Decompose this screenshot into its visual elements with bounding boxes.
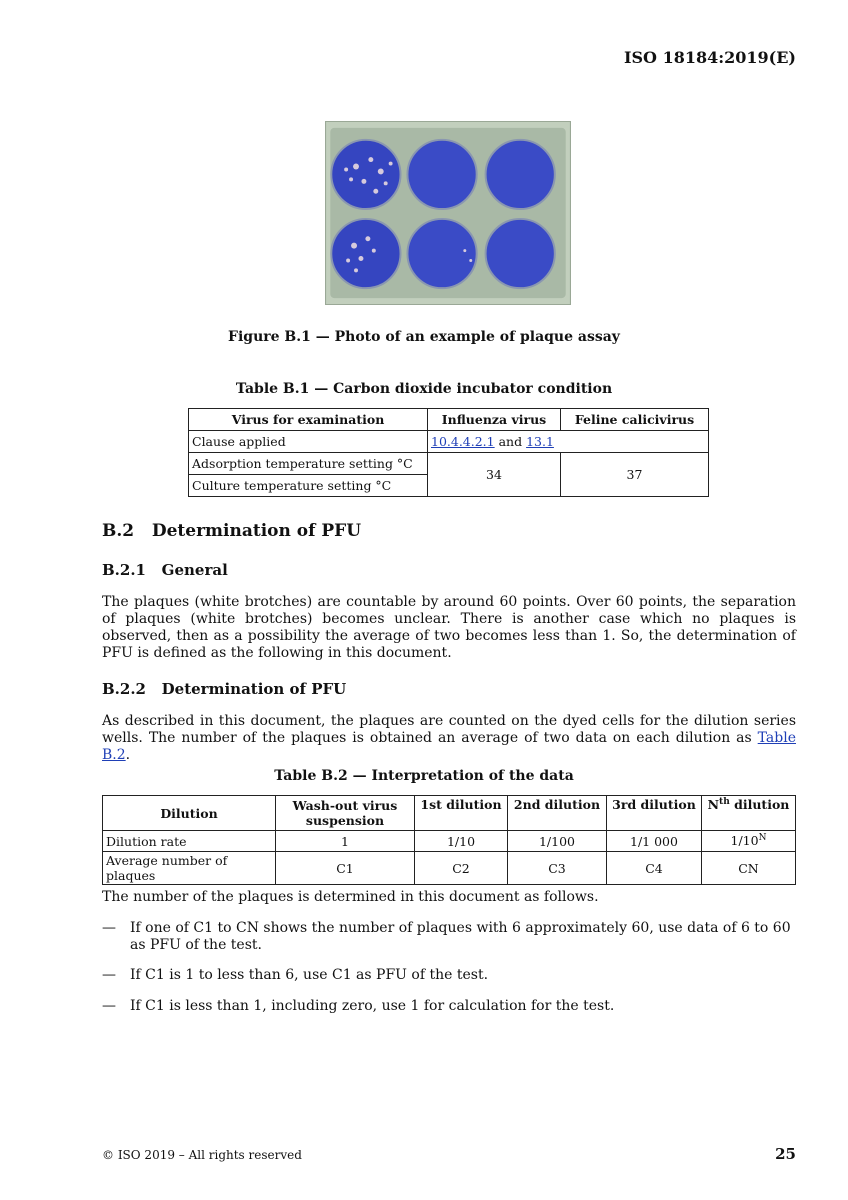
table-row bbox=[103, 852, 796, 885]
page-number: 25 bbox=[775, 1145, 796, 1163]
list-item bbox=[102, 920, 796, 954]
row-label: Dilution rate bbox=[103, 831, 276, 852]
header-cell: Influenza virus bbox=[428, 409, 561, 431]
bullet-text: If one of C1 to CN shows the number of plaques with 6 approximately 60, use data of 6 to 60 as PFU of the test. bbox=[130, 920, 791, 953]
document-id: ISO 18184:2019(E) bbox=[624, 48, 796, 67]
copyright-notice: © ISO 2019 – All rights reserved bbox=[102, 1148, 302, 1162]
figure-caption: Figure B.1 — Photo of an example of plaque assay bbox=[228, 329, 620, 345]
section-b2-title: B.2 Determination of PFU bbox=[102, 521, 362, 541]
table-cell: C4 bbox=[607, 852, 702, 885]
section-b21-title: B.2.1 General bbox=[102, 561, 228, 579]
incubator-condition-table bbox=[188, 408, 709, 497]
after-table-text: The number of the plaques is determined in this document as follows. bbox=[102, 889, 599, 905]
bullet-dash: — bbox=[102, 967, 116, 983]
table-b2-link[interactable]: Table B.2 bbox=[102, 730, 796, 763]
table-cell: C3 bbox=[508, 852, 607, 885]
clause-and: and bbox=[494, 434, 527, 449]
table-cell: 1/100 bbox=[508, 831, 607, 852]
header-cell: Feline calicivirus bbox=[561, 409, 709, 431]
clause-cell bbox=[428, 431, 709, 453]
table2-caption: Table B.2 — Interpretation of the data bbox=[274, 768, 574, 784]
plaque-assay-photo bbox=[325, 121, 571, 305]
header-cell: Virus for examination bbox=[189, 409, 428, 431]
table-cell bbox=[702, 831, 796, 852]
table-row bbox=[189, 431, 709, 453]
table1-caption: Table B.1 — Carbon dioxide incubator condition bbox=[235, 381, 613, 397]
rate-nth-base: 1/10 bbox=[730, 833, 759, 849]
table-row bbox=[103, 831, 796, 852]
plaque-plate-image bbox=[326, 122, 570, 304]
rate-nth-sup: N bbox=[758, 833, 767, 844]
header-cell: Dilution bbox=[103, 796, 276, 831]
table-cell: 1/10 bbox=[415, 831, 508, 852]
nth-prefix: N bbox=[707, 797, 720, 813]
section-b22-title: B.2.2 Determination of PFU bbox=[102, 680, 347, 698]
header-cell: 3rd dilution bbox=[607, 796, 702, 831]
list-item bbox=[102, 967, 796, 984]
row-label: Clause applied bbox=[189, 431, 428, 453]
row-label: Culture temperature setting °C bbox=[189, 475, 428, 497]
bullet-text: If C1 is less than 1, including zero, use 1 for calculation for the test. bbox=[130, 998, 615, 1014]
section-b21-text: The plaques (white brotches) are countable by around 60 points. Over 60 points, the separation of plaques (white brotches) becomes unclear. There is another case which no plaques is observed, then as a possibility the average of two becomes less than 1. So, the determination of PFU is defined as the following in this document. bbox=[102, 594, 796, 661]
b22-text-pre: As described in this document, the plaques are counted on the dyed cells for the dilution series wells. The number of the plaques is obtained an average of two data on each dilution as bbox=[102, 713, 796, 746]
header-cell: 1st dilution bbox=[415, 796, 508, 831]
clause-link[interactable]: 10.4.4.2.1 bbox=[431, 434, 495, 449]
table-cell: 1 bbox=[276, 831, 415, 852]
bullet-text: If C1 is 1 to less than 6, use C1 as PFU of the test. bbox=[130, 967, 489, 983]
table-row bbox=[189, 409, 709, 431]
clause-link[interactable]: 13.1 bbox=[526, 434, 554, 449]
table-cell: CN bbox=[702, 852, 796, 885]
header-cell: Wash-out virus suspension bbox=[276, 796, 415, 831]
table-cell: C1 bbox=[276, 852, 415, 885]
interpretation-table bbox=[102, 795, 796, 885]
table-row bbox=[189, 453, 709, 475]
nth-suffix: dilution bbox=[729, 797, 790, 813]
influenza-temp: 34 bbox=[428, 453, 561, 497]
row-label: Adsorption temperature setting °C bbox=[189, 453, 428, 475]
bullet-dash: — bbox=[102, 920, 116, 936]
b22-text-post: . bbox=[125, 747, 131, 763]
feline-temp: 37 bbox=[561, 453, 709, 497]
row-label: Average number of plaques bbox=[103, 852, 276, 885]
list-item bbox=[102, 998, 796, 1015]
header-cell: 2nd dilution bbox=[508, 796, 607, 831]
header-cell-nth bbox=[702, 796, 796, 831]
table-row bbox=[103, 796, 796, 831]
bullet-dash: — bbox=[102, 998, 116, 1014]
section-b22-text bbox=[102, 713, 796, 764]
nth-sup: th bbox=[719, 797, 730, 807]
table-cell: C2 bbox=[415, 852, 508, 885]
table-cell: 1/1 000 bbox=[607, 831, 702, 852]
